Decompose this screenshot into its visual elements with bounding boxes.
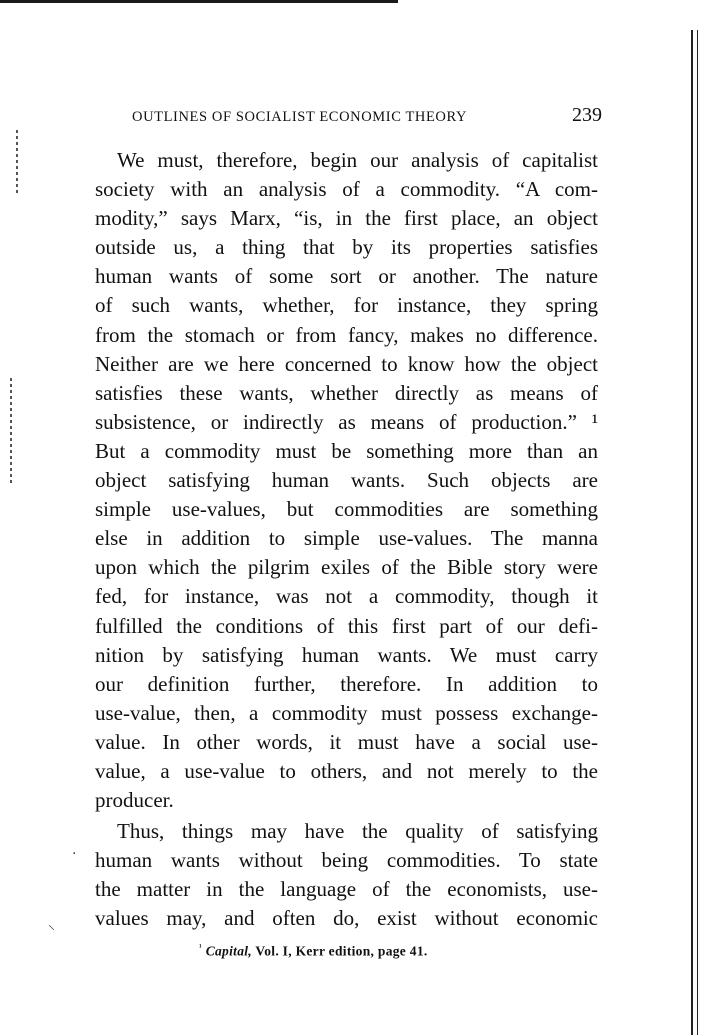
text-line: producer. — [95, 788, 174, 813]
text-line: Thus, things may have the quality of satisfying — [117, 819, 598, 844]
running-title: OUTLINES OF SOCIALIST ECONOMIC THEORY — [132, 109, 468, 125]
footnote — [199, 942, 428, 960]
text-line: else in addition to simple use-values. The manna — [95, 526, 598, 551]
text-line: our definition further, therefore. In addition to — [95, 671, 598, 696]
text-line: value. In other words, it must have a social use- — [95, 729, 598, 754]
margin-mark-upper — [16, 130, 18, 195]
text-line: use-value, then, a commodity must possess exchange- — [95, 700, 598, 725]
text-line: human wants of some sort or another. The nature — [95, 264, 598, 289]
text-line: from the stomach or from fancy, makes no difference. — [95, 322, 598, 347]
text-line: modity,” says Marx, “is, in the first place, an object — [95, 206, 598, 231]
text-line: satisfies these wants, whether directly as means of — [95, 380, 598, 405]
text-line: object satisfying human wants. Such objects are — [95, 468, 598, 493]
body-text — [95, 146, 598, 934]
running-head — [132, 104, 602, 128]
text-line: But a commodity must be something more than an — [95, 438, 598, 463]
margin-speck: ⸜ — [48, 917, 55, 933]
text-line: the matter in the language of the economists, use- — [95, 877, 598, 902]
right-edge-rule-inner — [697, 30, 698, 1035]
footnote-marker: ¹ — [199, 942, 202, 952]
margin-speck: · — [72, 846, 77, 862]
text-line: simple use-values, but commodities are something — [95, 497, 598, 522]
text-line: fed, for instance, was not a commodity, though it — [95, 584, 598, 609]
top-rule — [0, 0, 398, 3]
text-line: nition by satisfying human wants. We must carry — [95, 642, 598, 667]
text-line: value, a use-value to others, and not merely to the — [95, 758, 598, 783]
text-line: We must, therefore, begin our analysis of capitalist — [117, 148, 598, 172]
footnote-title: Capital, — [205, 943, 252, 959]
text-line: upon which the pilgrim exiles of the Bible story were — [95, 555, 598, 580]
text-line: fulfilled the conditions of this first part of our defi- — [95, 613, 598, 638]
right-edge-rule — [691, 30, 693, 1035]
footnote-text: Vol. I, Kerr edition, page 41. — [251, 943, 428, 959]
text-line: of such wants, whether, for instance, they spring — [95, 293, 598, 318]
margin-mark-lower — [10, 378, 12, 483]
text-line: subsistence, or indirectly as means of production.” ¹ — [95, 409, 598, 434]
text-line: society with an analysis of a commodity. “A com- — [95, 177, 598, 202]
page-number: 239 — [572, 104, 602, 126]
text-line: Neither are we here concerned to know how the object — [95, 351, 598, 376]
text-line: outside us, a thing that by its properties satisfies — [95, 235, 598, 260]
text-line: values may, and often do, exist without economic — [95, 906, 598, 931]
text-line: human wants without being commodities. To state — [95, 848, 598, 873]
